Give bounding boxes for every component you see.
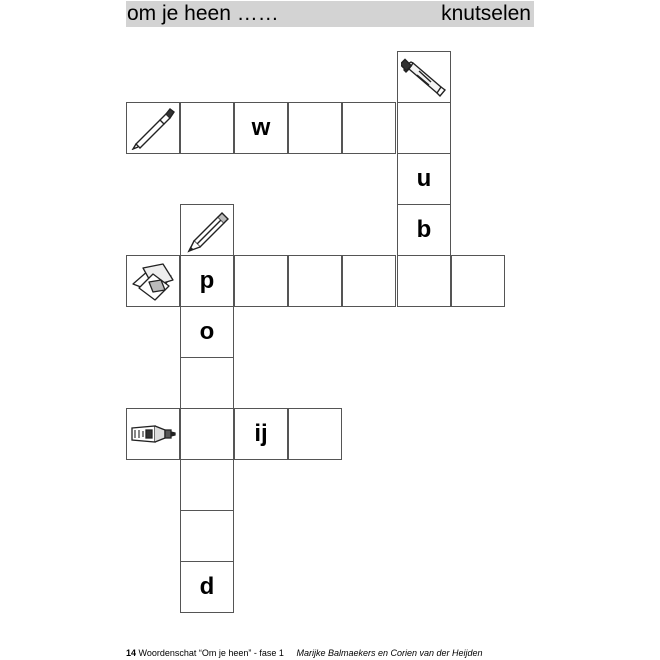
given-letter: d (199, 573, 215, 600)
paintbrush-icon (130, 106, 176, 150)
grid-cell[interactable] (234, 102, 288, 154)
grid-cell[interactable] (342, 255, 396, 307)
grid-cell[interactable] (397, 204, 451, 256)
grid-cell[interactable] (180, 561, 234, 613)
grid-cell[interactable] (180, 255, 234, 307)
given-letter: p (199, 267, 215, 294)
grid-cell[interactable] (234, 255, 288, 307)
given-letter: w (251, 114, 271, 141)
given-letter: o (199, 318, 215, 345)
grid-cell[interactable] (288, 255, 342, 307)
paper-sheets-icon (129, 260, 177, 302)
grid-cell[interactable] (180, 306, 234, 358)
book-title: Woordenschat “Om je heen” - fase 1 (138, 648, 284, 658)
pencil-icon (184, 207, 230, 253)
grid-cell[interactable] (397, 102, 451, 154)
category-label: knutselen (441, 2, 531, 25)
grid-cell[interactable] (180, 408, 234, 460)
clue-cell-pencil (180, 204, 234, 256)
given-letter: u (416, 165, 432, 192)
grid-cell[interactable] (288, 408, 342, 460)
grid-cell[interactable] (397, 255, 451, 307)
grid-cell[interactable] (397, 153, 451, 205)
clue-cell-glue (126, 408, 180, 460)
clue-cell-brush (126, 102, 180, 154)
authors: Marijke Balmaekers en Corien van der Heijden (296, 648, 483, 658)
grid-cell[interactable] (342, 102, 396, 154)
grid-cell[interactable] (451, 255, 505, 307)
given-letter: b (416, 216, 432, 243)
grid-cell[interactable] (180, 510, 234, 562)
grid-cell[interactable] (288, 102, 342, 154)
clue-cell-paper (126, 255, 180, 307)
grid-cell[interactable] (234, 408, 288, 460)
paint-tube-icon (401, 57, 447, 97)
grid-cell[interactable] (180, 102, 234, 154)
given-letter: ij (254, 420, 268, 447)
page-title: om je heen …… (127, 2, 279, 25)
page-number: 14 (126, 648, 137, 658)
grid-cell[interactable] (180, 357, 234, 409)
glue-tube-icon (129, 419, 177, 449)
clue-cell-paint-tube (397, 51, 451, 103)
page-header (126, 1, 534, 27)
page-footer (126, 648, 483, 659)
grid-cell[interactable] (180, 459, 234, 511)
